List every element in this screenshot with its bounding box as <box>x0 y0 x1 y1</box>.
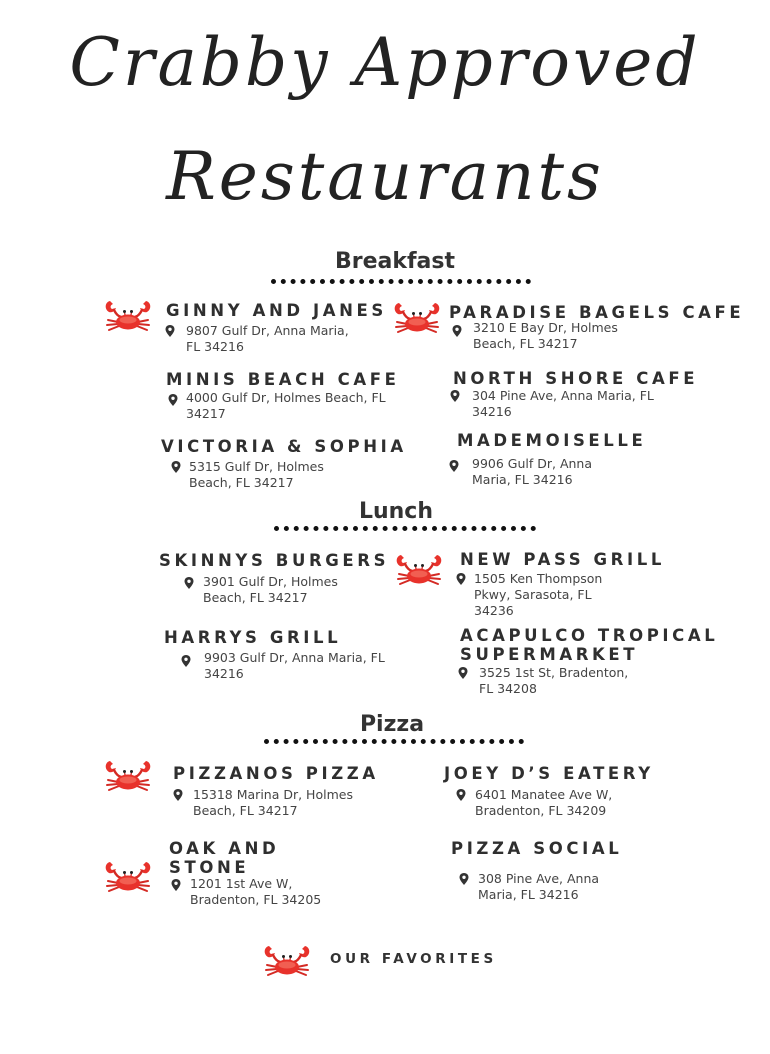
restaurant-address-minis-beach-cafe: 4000 Gulf Dr, Holmes Beach, FL 34217 <box>186 390 386 421</box>
lunch-divider <box>274 526 536 531</box>
restaurant-address-harrys-grill: 9903 Gulf Dr, Anna Maria, FL 34216 <box>204 650 385 681</box>
restaurant-address-oak-and-stone: 1201 1st Ave W, Bradenton, FL 34205 <box>190 876 322 907</box>
crab-icon <box>262 939 312 979</box>
section-heading-breakfast: Breakfast <box>334 249 456 274</box>
restaurant-name-harrys-grill: HARRYS GRILL <box>164 628 342 647</box>
location-pin-icon <box>171 879 181 891</box>
location-pin-icon <box>459 873 469 885</box>
location-pin-icon <box>456 789 466 801</box>
crab-icon <box>394 548 444 588</box>
restaurant-address-acapulco-tropical-supermarket: 3525 1st St, Bradenton, FL 34208 <box>479 665 629 696</box>
page-title-line2: Restaurants <box>166 138 604 215</box>
location-pin-icon <box>450 390 460 402</box>
restaurant-address-pizzanos-pizza: 15318 Marina Dr, Holmes Beach, FL 34217 <box>193 787 353 818</box>
restaurant-address-victoria-and-sophia: 5315 Gulf Dr, Holmes Beach, FL 34217 <box>189 459 324 490</box>
location-pin-icon <box>168 394 178 406</box>
breakfast-divider <box>271 279 531 284</box>
restaurant-name-pizzanos-pizza: PIZZANOS PIZZA <box>173 764 379 783</box>
section-heading-lunch: Lunch <box>358 499 434 524</box>
crab-icon <box>392 296 442 336</box>
location-pin-icon <box>456 573 466 585</box>
restaurant-address-paradise-bagels-cafe: 3210 E Bay Dr, Holmes Beach, FL 34217 <box>473 320 618 351</box>
location-pin-icon <box>165 325 175 337</box>
restaurant-name-mademoiselle: MADEMOISELLE <box>457 431 647 450</box>
crab-icon <box>103 294 153 334</box>
location-pin-icon <box>452 325 462 337</box>
pizza-divider <box>264 739 524 744</box>
restaurant-address-skinnys-burgers: 3901 Gulf Dr, Holmes Beach, FL 34217 <box>203 574 338 605</box>
restaurant-name-joey-ds-eatery: JOEY D’S EATERY <box>444 764 654 783</box>
restaurant-address-pizza-social: 308 Pine Ave, Anna Maria, FL 34216 <box>478 871 600 902</box>
restaurant-name-new-pass-grill: NEW PASS GRILL <box>460 550 665 569</box>
restaurant-name-victoria-and-sophia: VICTORIA & SOPHIA <box>161 437 407 456</box>
crab-icon <box>103 754 153 794</box>
restaurant-address-ginny-and-janes: 9807 Gulf Dr, Anna Maria, FL 34216 <box>186 323 349 354</box>
restaurant-address-north-shore-cafe: 304 Pine Ave, Anna Maria, FL 34216 <box>472 388 654 419</box>
restaurant-name-skinnys-burgers: SKINNYS BURGERS <box>159 551 390 570</box>
restaurant-name-oak-and-stone: OAK AND STONE <box>169 839 280 877</box>
restaurant-name-ginny-and-janes: GINNY AND JANES <box>166 301 387 320</box>
page-title-line1: Crabby Approved <box>69 24 701 101</box>
location-pin-icon <box>449 460 459 472</box>
location-pin-icon <box>184 577 194 589</box>
restaurant-name-pizza-social: PIZZA SOCIAL <box>451 839 623 858</box>
location-pin-icon <box>181 655 191 667</box>
location-pin-icon <box>458 667 468 679</box>
location-pin-icon <box>173 789 183 801</box>
restaurant-name-paradise-bagels-cafe: PARADISE BAGELS CAFE <box>449 303 745 322</box>
location-pin-icon <box>171 461 181 473</box>
legend-our-favorites: OUR FAVORITES <box>330 951 497 967</box>
restaurant-name-north-shore-cafe: NORTH SHORE CAFE <box>453 369 699 388</box>
section-heading-pizza: Pizza <box>359 712 425 737</box>
restaurant-address-new-pass-grill: 1505 Ken Thompson Pkwy, Sarasota, FL 34236 <box>474 571 603 618</box>
restaurant-address-joey-ds-eatery: 6401 Manatee Ave W, Bradenton, FL 34209 <box>475 787 613 818</box>
restaurant-name-acapulco-tropical-supermarket: ACAPULCO TROPICAL SUPERMARKET <box>460 626 719 664</box>
crab-icon <box>103 855 153 895</box>
restaurant-name-minis-beach-cafe: MINIS BEACH CAFE <box>166 370 400 389</box>
restaurant-address-mademoiselle: 9906 Gulf Dr, Anna Maria, FL 34216 <box>472 456 593 487</box>
